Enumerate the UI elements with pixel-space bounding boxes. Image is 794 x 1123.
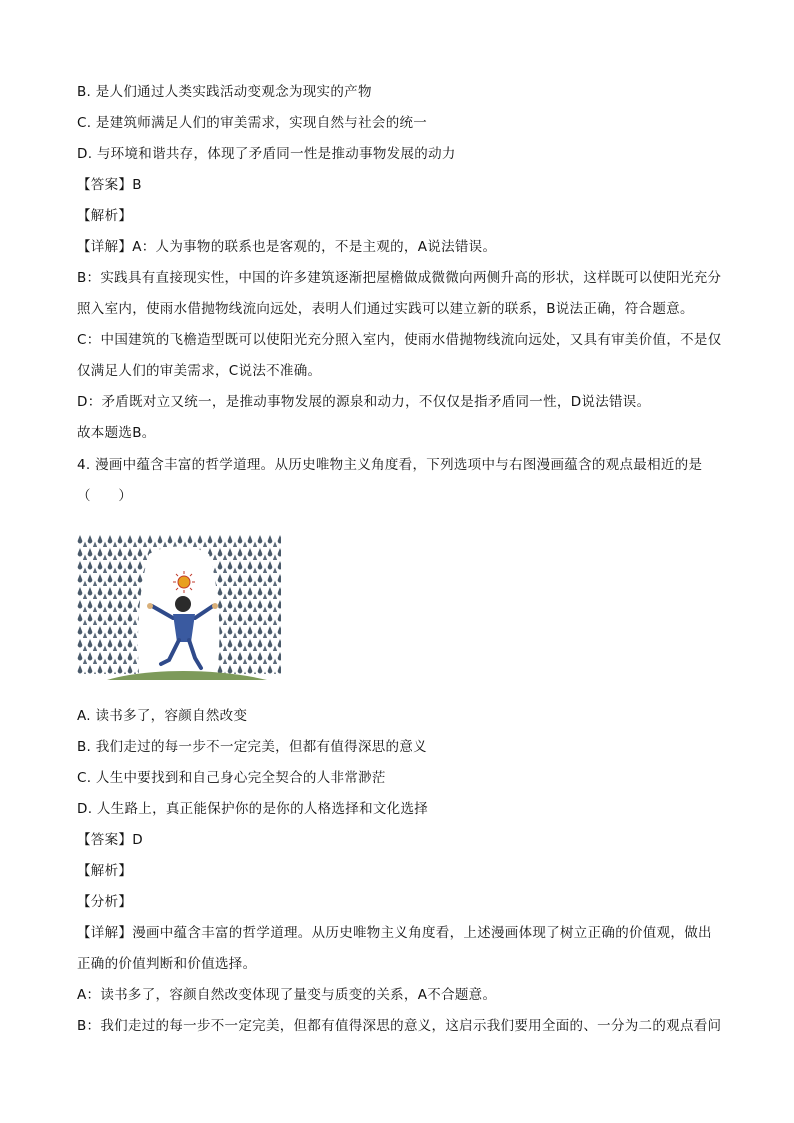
rain-umbrella-comic — [77, 534, 281, 686]
q4-option-d: D. 人生路上，真正能保护你的是你的人格选择和文化选择 — [77, 801, 429, 817]
q4-detail-line2: 正确的价值判断和价值选择。 — [77, 956, 257, 972]
prev-detail-c-line2: 仅满足人们的审美需求，C说法不准确。 — [77, 363, 322, 379]
q4-detail-b: B：我们走过的每一步不一定完美，但都有值得深思的意义，这启示我们要用全面的、一分为二的观点看问 — [77, 1018, 722, 1034]
q4-fenxi-heading: 【分析】 — [77, 894, 133, 910]
q4-answer: 【答案】D — [77, 832, 143, 848]
q4-option-b: B. 我们走过的每一步不一定完美，但都有值得深思的意义 — [77, 739, 427, 755]
prev-option-d: D. 与环境和谐共存，体现了矛盾同一性是推动事物发展的动力 — [77, 146, 456, 162]
prev-conclusion: 故本题选B。 — [77, 425, 156, 441]
prev-detail-c-line1: C：中国建筑的飞檐造型既可以使阳光充分照入室内，使雨水借抛物线流向远处，又具有审美价值，不是仅 — [77, 332, 722, 348]
prev-detail-b-line2: 照入室内，使雨水借抛物线流向远处，表明人们通过实践可以建立新的联系，B说法正确，符合题意。 — [77, 301, 694, 317]
prev-option-b: B. 是人们通过人类实践活动变观念为现实的产物 — [77, 84, 372, 100]
q4-option-a: A. 读书多了，容颜自然改变 — [77, 708, 248, 724]
prev-detail-d: D：矛盾既对立又统一，是推动事物发展的源泉和动力，不仅仅是指矛盾同一性，D说法错误。 — [77, 394, 651, 410]
prev-option-c: C. 是建筑师满足人们的审美需求，实现自然与社会的统一 — [77, 115, 428, 131]
q4-analysis-heading: 【解析】 — [77, 863, 133, 879]
prev-detail-a: 【详解】A：人为事物的联系也是客观的，不是主观的，A说法错误。 — [77, 239, 497, 255]
prev-analysis-heading: 【解析】 — [77, 208, 133, 224]
q4-detail-line1: 【详解】漫画中蕴含丰富的哲学道理。从历史唯物主义角度看，上述漫画体现了树立正确的价值观，做出 — [77, 925, 712, 941]
prev-detail-b-line1: B：实践具有直接现实性，中国的许多建筑逐渐把屋檐做成微微向两侧升高的形状，这样既可以使阳光充分 — [77, 270, 722, 286]
q4-stem-line1: 4. 漫画中蕴含丰富的哲学道理。从历史唯物主义角度看，下列选项中与右图漫画蕴含的观点最相近的是 — [77, 457, 703, 473]
prev-answer: 【答案】B — [77, 177, 142, 193]
q4-option-c: C. 人生中要找到和自己身心完全契合的人非常渺茫 — [77, 770, 386, 786]
q4-stem-bracket: （ ） — [77, 488, 133, 504]
q4-detail-a: A：读书多了，容颜自然改变体现了量变与质变的关系，A不合题意。 — [77, 987, 497, 1003]
